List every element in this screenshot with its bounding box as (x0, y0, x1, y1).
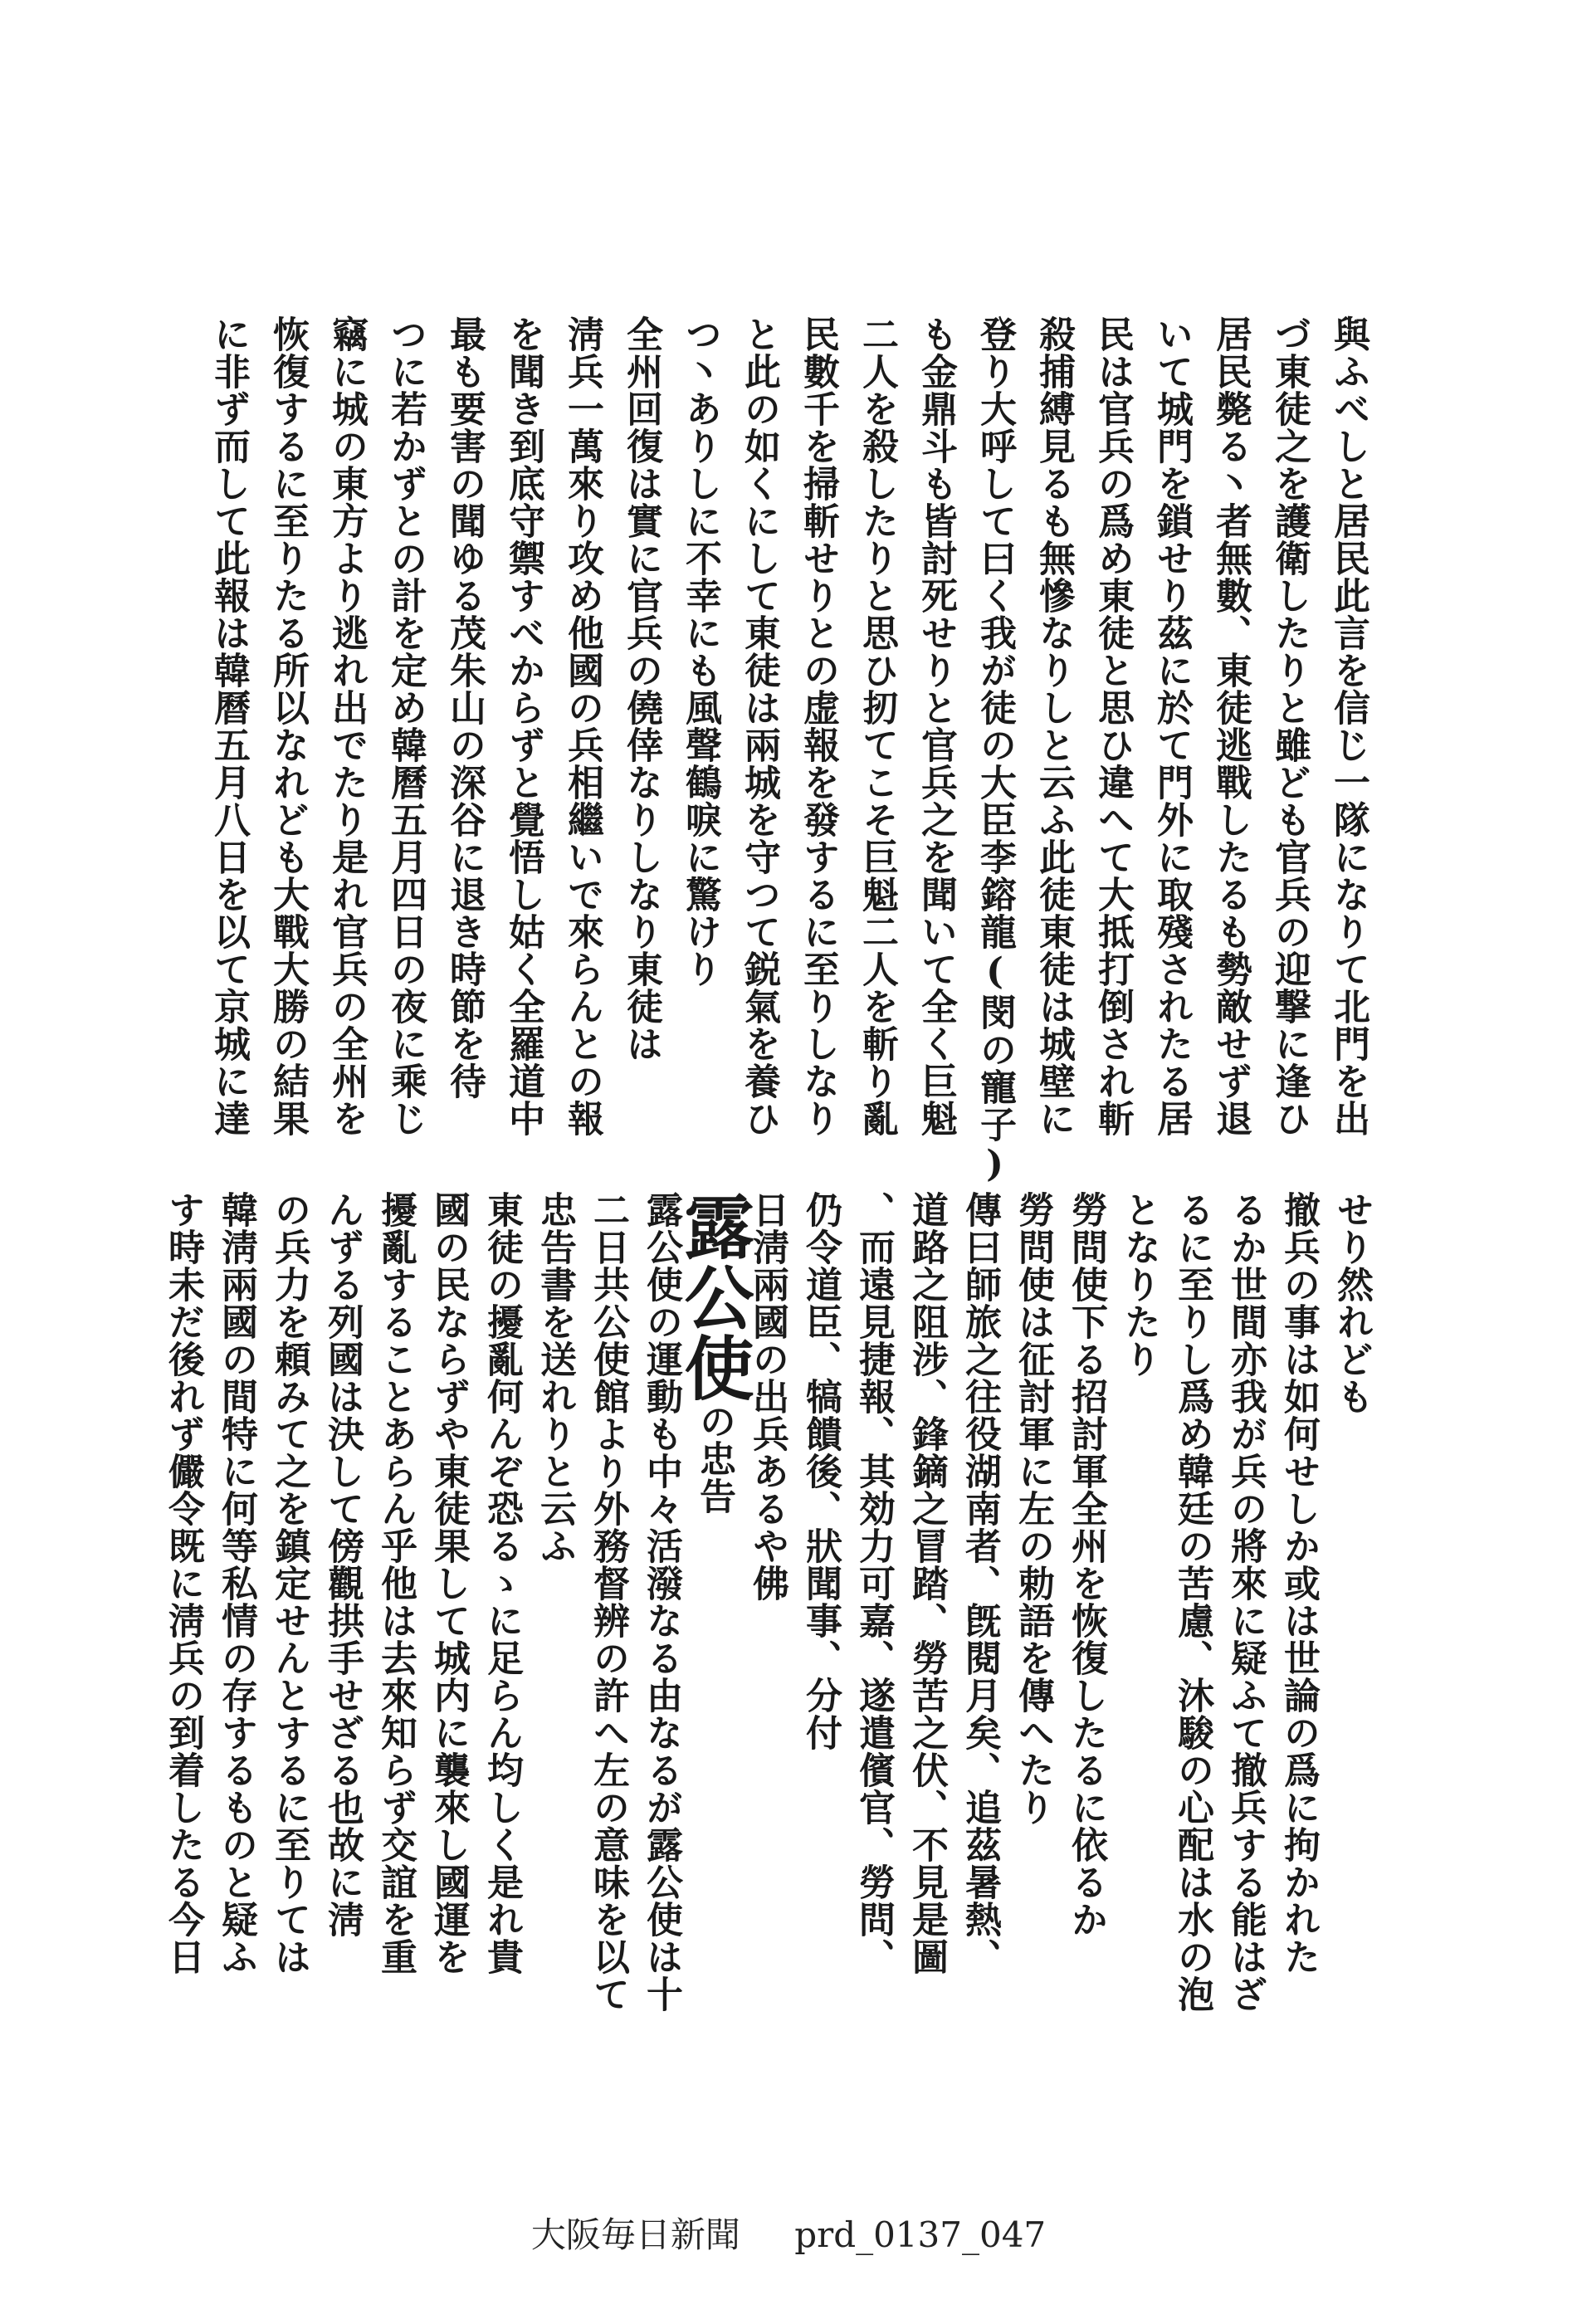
text-column: 韓淸兩國の間特に何等私情の存するものと疑ふ (215, 1191, 257, 1975)
text-column: るに至りし爲め韓廷の苦慮、沐駿の心配は水の泡 (1171, 1191, 1213, 2013)
text-column: んずる列國は決して傍觀拱手せざる也故に淸 (321, 1191, 364, 1938)
text-column: るか世間亦我が兵の將來に疑ふて撤兵する能はざ (1224, 1191, 1267, 2013)
article-lower-block (162, 1191, 1378, 2071)
text-column: も金鼎斗も皆討死せりと官兵之を聞いて全く巨魁 (915, 315, 957, 1137)
text-column: 勞問使下る招討軍全州を恢復したるに依るか (1065, 1191, 1107, 1938)
text-column: 仍令道臣、犒饋後、狀聞事、分付 (799, 1191, 842, 1751)
headline-sub: の忠告 (693, 1403, 735, 1515)
text-column: となりたり (1118, 1191, 1160, 1378)
text-column: す時未だ後れず儼令既に淸兵の到着したる今日 (162, 1191, 204, 1975)
text-column: 撤兵の事は如何せしか或は世論の爲に拘かれた (1277, 1191, 1320, 1975)
text-column: 全州回復は實に官兵の僥倖なりしなり東徒は (620, 315, 662, 1062)
article-headline (673, 1191, 755, 2071)
page-identifier: prd_0137_047 (794, 2214, 1047, 2255)
text-column: つに若かずとの計を定め韓曆五月四日の夜に乘じ (384, 315, 427, 1137)
text-column: 竊に城の東方より逃れ出でたり是れ官兵の全州を (325, 315, 368, 1137)
text-column: 民數千を掃斬せりとの虚報を發するに至りしなり (797, 315, 839, 1137)
text-column: を聞き到底守禦すべからずと覺悟し姑く全羅道中 (502, 315, 544, 1137)
text-column: 民は官兵の爲め東徒と思ひ違へて大抵打倒され斬 (1091, 315, 1134, 1137)
article-upper-block (199, 315, 1378, 1186)
text-column: 殺捕縛見るも無慘なりしと云ふ此徒東徒は城壁に (1033, 315, 1075, 1137)
text-column: の兵力を頼みて之を鎮定せんとするに至りては (268, 1191, 310, 1975)
text-column: 日淸兩國の出兵あるや佛 (746, 1191, 788, 1602)
publication-name: 大阪毎日新聞 (530, 2214, 740, 2255)
text-column: 二人を殺したりと思ひ扨てこそ巨魁二人を斬り亂 (856, 315, 898, 1137)
text-column: 二日共公使館より外務督辨の許へ左の意味を以て (587, 1191, 629, 2013)
text-column: 恢復するに至りたる所以なれども大戰大勝の結果 (266, 315, 309, 1137)
text-column: 露公使の運動も中々活潑なる由なるが露公使は十 (640, 1191, 682, 2013)
text-column: 擾亂することあらん乎他は去來知らず交誼を重 (374, 1191, 417, 1975)
text-column: 勞問使は征討軍に左の勅語を傳へたり (1012, 1191, 1054, 1826)
text-column: つ丶ありしに不幸にも風聲鶴唳に驚けり (679, 315, 721, 988)
text-column: 東徒の擾亂何んぞ恐るゝに足らん均しく是れ貴 (481, 1191, 523, 1975)
text-column: いて城門を鎖せり茲に於て門外に取殘されたる居 (1150, 315, 1193, 1137)
text-column: 忠告書を送れりと云ふ (534, 1191, 576, 1565)
text-column: 傳曰師旅之往役湖南者、旣閱月矣、追茲暑熱、 (959, 1191, 1001, 1975)
page-footer (0, 2208, 1577, 2258)
text-column: づ東徒之を護衛したりと雖ども官兵の迎撃に逢ひ (1268, 315, 1311, 1137)
text-column: に非ず而して此報は韓曆五月八日を以て京城に達 (208, 315, 250, 1137)
text-column: 登り大呼して曰く我が徒の大臣李鎔龍(閔の寵子) (974, 315, 1016, 1186)
text-column: 居民斃る丶者無數、東徒逃戰したるも勢敵せず退 (1209, 315, 1252, 1137)
text-column: 與ふべしと居民此言を信じ一隊になりて北門を出 (1327, 315, 1370, 1137)
text-column: と此の如くにして東徒は兩城を守つて鋭氣を養ひ (738, 315, 780, 1137)
text-column: 淸兵一萬來り攻め他國の兵相繼いで來らんとの報 (561, 315, 603, 1137)
headline-main: 露公使 (673, 1191, 755, 1403)
text-column: 最も要害の聞ゆる茂朱山の深谷に退き時節を待 (443, 315, 486, 1100)
text-column: 道路之阻涉、鋒鏑之冒踏、勞苦之伏、不見是圖 (906, 1191, 948, 1975)
text-column: せり然れども (1330, 1191, 1373, 1415)
text-column: 、而遠見捷報、其効力可嘉、遂遣儐官、勞問、 (852, 1191, 895, 1975)
text-column: 國の民ならずや東徒果して城内に襲來し國運を (427, 1191, 470, 1975)
